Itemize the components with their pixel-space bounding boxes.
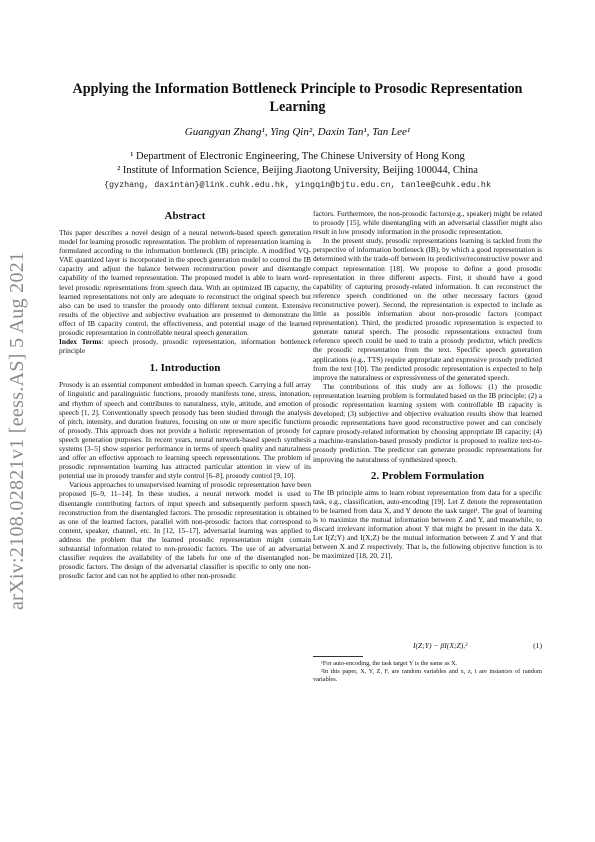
equation-1 xyxy=(313,641,542,653)
footnotes xyxy=(313,660,542,683)
footnote-rule xyxy=(313,656,363,657)
intro-paragraph-3: In the present study, prosodic representations learning is tackled from the perspective of information bottleneck (IB), by which a good representation is determined with the trade-off between its predictive/reconstructive power and compact representation [18]. We propose to define a good prosodic representation in three different aspects. First, it should have a good capability of capturing prosody-related information. It can reconstruct the reference speech conditioned on the other necessary factors (good reconstructive power). Second, the representation is expected to include as little as possible information about non-prosodic factors (compact representation). Third, the predicted prosodic representation is expected to generate natural speech. The prosodic representations extracted from reference speech could be used to train a prosody predictor, which predicts the prosodic representation from the text. Specific speech generation applications (e.g., TTS) require appropriate and expressive prosody predicted from the text [10]. The predicted prosodic representation is expected to help improve the naturalness or expressiveness of the generated speech. xyxy=(313,236,542,382)
authors: Guangyan Zhang¹, Ying Qin², Daxin Tan¹, Tan Lee¹ xyxy=(184,126,411,138)
affiliation-2: ² Institute of Information Science, Beijing Jiaotong University, Beijing 100044, China xyxy=(117,165,478,176)
problem-formulation-heading: 2. Problem Formulation xyxy=(370,469,485,482)
left-column xyxy=(59,208,311,580)
intro-paragraph-continued: factors. Furthermore, the non-prosodic factors(e.g., speaker) might be related to prosody [15], while disentangling with an adversarial classifier might also result in low prosody information in the prosodic representation. xyxy=(313,209,542,237)
intro-paragraph-2: Various approaches to unsupervised learning of prosodic representation have been proposed [6–9, 11–14]. In these studies, a neural network model is used to disentangle contributing factors of input speech and subsequently perform speech reconstruction from the disentangled factors. The prosodic representation is obtained as one of the learned factors, parallel with non-prosodic factors that correspond to content, speaker, channel, etc. In [12, 15–17], adversarial learning was applied to address the problem that the learned prosodic representation might contain substantial information related to non-prosodic factors. The use of an adversarial classifier requires the availability of the labels for one of the disentangled non-prosodic factors. The design of the adversarial classifier is specific to only one non-prosodic factor and can not be applied to other non-prosodic xyxy=(59,480,311,581)
intro-paragraph-1: Prosody is an essential component embedded in human speech. Carrying a full array of linguistic and paralinguistic functions, prosody manifests tone, stress, intonation, and rhythm of speech and contributes to naturalness, style, attitude, and emotion of speech [1, 2]. Conventionally speech prosody has been studied through the analysis of pitch, intensity, and duration features, focusing on one or more specific functions of prosody. This approach does not provide a holistic representation of prosody for speech generation purposes. In recent years, neural network-based speech synthesis systems [3–5] show superior performance in terms of speech quality and naturalness and offer an effective approach to learning speech representations. The problem of prosodic representation learning has attracted particular attention in view of its potential use in prosody transfer and style control [6–8], prosody control [9, 10]. xyxy=(59,380,311,481)
arxiv-stamp: arXiv:2108.02821v1 [eess.AS] 5 Aug 2021 xyxy=(6,251,28,610)
equation-number: (1) xyxy=(533,641,542,650)
introduction-heading: 1. Introduction xyxy=(149,362,221,375)
abstract-heading: Abstract xyxy=(164,210,206,222)
index-terms-text: : speech prosody, prosodic representation, information bottleneck principle xyxy=(59,337,311,356)
index-terms xyxy=(59,337,311,355)
paper-title: Applying the Information Bottleneck Principle to Prosodic Representation Learning xyxy=(72,81,523,115)
equation-expression: I(Z;Y) − βI(X;Z),² xyxy=(413,641,468,650)
abstract-text: This paper describes a novel design of a neural network-based speech generation model for learning prosodic representation. The problem of representation learning is formulated according to the information bottleneck (IB) principle. A modified VQ-VAE quantized layer is incorporated in the speech generation model to control the IB capacity and adjust the balance between reconstruction power and disentangle capability of the learned representation. The proposed model is able to learn word-level prosodic representations from speech data. With an optimized IB capacity, the learned representations not only are adequate to reconstruct the original speech but also can be used to transfer the prosody onto different textual content. Extensive results of the objective and subjective evaluation are presented to demonstrate the effect of IB capacity control, the effectiveness, and potential usage of the learned prosodic representation in controllable neural speech generation. xyxy=(59,228,311,338)
formulation-paragraph: The IB principle aims to learn robust representation from data for a specific task, e.g., classification, auto-encoding [19]. Let Z denote the representation to be learned from data X, and Y denote the task target¹. The goal of learning is to maximize the mutual information between Z and Y, and meanwhile, to discard irrelevant information about Y that might be present in the data X. Let I(Z;Y) and I(X;Z) be the mutual information between Z and Y and that between X and Z respectively. That is, the following objective function is to be maximized [18, 20, 21], xyxy=(313,487,542,561)
footnote-1: ¹For auto-encoding, the task target Y is the same as X. xyxy=(321,660,458,667)
intro-paragraph-4: The contributions of this study are as follows: (1) the prosodic representation learning problem is formulated based on the IB principle; (2) a prosodic representation learning system with controllable IB capacity is developed; (3) subjective and objective evaluation results show that learned prosodic representations have good reconstructive power and can concisely capture prosody-related information by choosing appropriate IB capacity; (4) a machine-translation-based prosody predictor is proposed to realize text-to-prosody prediction. The predictor can generate prosodic representations for improving the naturalness of synthesized speech. xyxy=(313,381,542,464)
right-column xyxy=(313,209,542,560)
affiliation-1: ¹ Department of Electronic Engineering, The Chinese University of Hong Kong xyxy=(130,151,465,162)
footnote-2: ²In this paper, X, Y, Z, F, are random variables and x, z, t are instances of random variables. xyxy=(313,667,542,683)
index-terms-label: Index Terms xyxy=(59,337,102,347)
author-emails: {gyzhang, daxintan}@link.cuhk.edu.hk, yingqin@bjtu.edu.cn, tanlee@cuhk.edu.hk xyxy=(104,180,491,190)
